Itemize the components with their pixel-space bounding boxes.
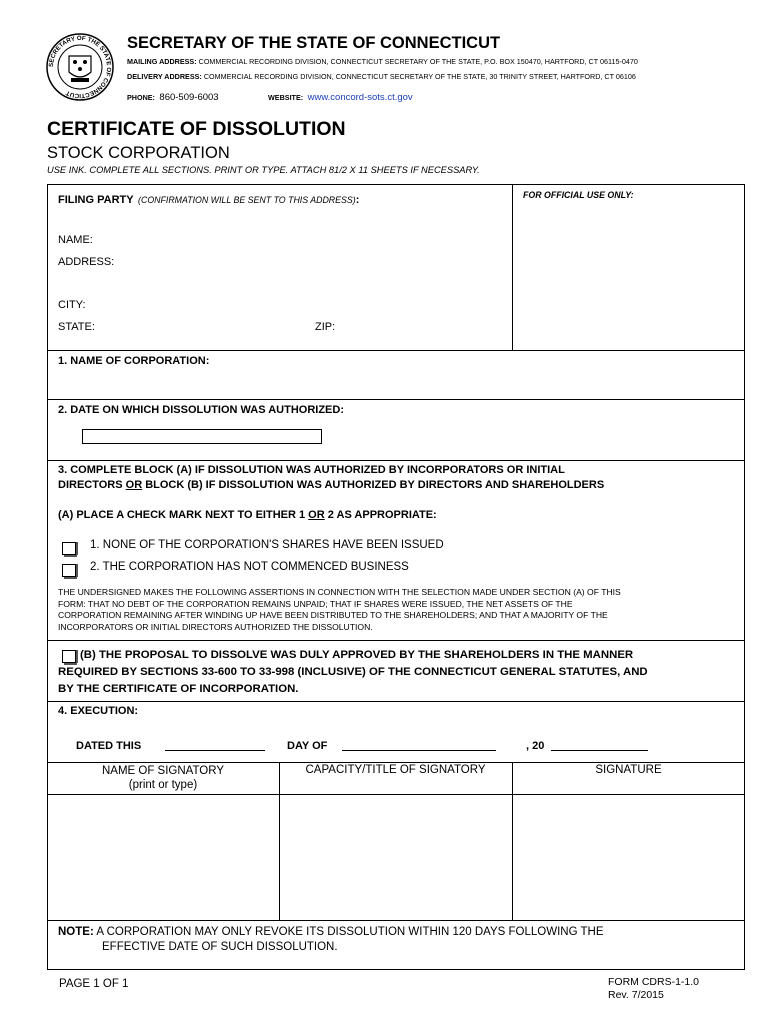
dissolution-date-field[interactable] — [82, 429, 322, 444]
assertions-text: THE UNDERSIGNED MAKES THE FOLLOWING ASSERTIONS IN CONNECTION WITH THE SELECTION MADE UNDER SECTION (A) OF THIS FORM: THAT NO DEBT OF THE CORPORATION REMAINS UNPAID; THAT IF SHARES WERE ISSUED, THE NET ASSETS OF THE CORPORATION REMAINING AFTER WINDING UP HAVE BEEN DISTRIBUTED TO THE SHAREHOLDERS; AND THAT A MAJORITY OF THE INCORPORATORS OR INITIAL DIRECTORS AUTHORIZED THE DISSOLUTION. — [58, 587, 621, 633]
phone — [127, 87, 219, 105]
delivery-address — [127, 72, 636, 81]
city-label: CITY: — [58, 299, 86, 311]
address-label: ADDRESS: — [58, 256, 115, 268]
official-use-label: FOR OFFICIAL USE ONLY: — [523, 190, 634, 200]
year-label: , 20 — [526, 740, 545, 752]
section2-label: 2. DATE ON WHICH DISSOLUTION WAS AUTHORIZED: — [58, 404, 344, 416]
filing-party-heading: FILING PARTY (CONFIRMATION WILL BE SENT TO THIS ADDRESS): — [58, 194, 360, 206]
phone-label: PHONE: — [127, 93, 155, 102]
col-name-header: NAME OF SIGNATORY (print or type) — [101, 765, 225, 791]
mailing-address — [127, 57, 638, 66]
form-subtitle: STOCK CORPORATION — [47, 144, 230, 162]
day-of-field[interactable] — [342, 750, 496, 751]
state-seal — [45, 32, 115, 102]
section3-line2: DIRECTORS OR BLOCK (B) IF DISSOLUTION WAS AUTHORIZED BY DIRECTORS AND SHAREHOLDERS — [58, 479, 605, 491]
year-field[interactable] — [551, 750, 648, 751]
form-title: CERTIFICATE OF DISSOLUTION — [47, 118, 346, 140]
form-instructions: USE INK. COMPLETE ALL SECTIONS. PRINT OR TYPE. ATTACH 81/2 X 11 SHEETS IF NECESSARY. — [47, 165, 480, 175]
header-title: SECRETARY OF THE STATE OF CONNECTICUT — [127, 34, 501, 52]
mailing-label: MAILING ADDRESS: — [127, 57, 197, 66]
filing-party-label: FILING PARTY — [58, 194, 134, 206]
section3-line1: 3. COMPLETE BLOCK (A) IF DISSOLUTION WAS AUTHORIZED BY INCORPORATORS OR INITIAL — [58, 464, 565, 476]
delivery-text: COMMERCIAL RECORDING DIVISION, CONNECTICUT SECRETARY OF THE STATE, 30 TRINITY STREET, HARTFORD, CT 06106 — [203, 72, 636, 81]
page-number: PAGE 1 OF 1 — [59, 978, 129, 990]
signatory-name-field[interactable] — [48, 795, 278, 919]
dated-this-field[interactable] — [165, 750, 265, 751]
option1-label: 1. NONE OF THE CORPORATION'S SHARES HAVE BEEN ISSUED — [90, 539, 444, 551]
day-of-label: DAY OF — [287, 740, 328, 752]
col-signature-header: SIGNATURE — [595, 764, 662, 776]
col-capacity-header: CAPACITY/TITLE OF SIGNATORY — [305, 764, 486, 776]
zip-label: ZIP: — [315, 321, 336, 333]
note-text: NOTE: A CORPORATION MAY ONLY REVOKE ITS DISSOLUTION WITHIN 120 DAYS FOLLOWING THE EFFECTIVE DATE OF SUCH DISSOLUTION. — [58, 926, 604, 953]
signatory-capacity-field[interactable] — [280, 795, 511, 919]
option1-checkbox[interactable] — [62, 542, 76, 555]
note-label: NOTE: — [58, 926, 94, 938]
form-number: FORM CDRS-1-1.0 Rev. 7/2015 — [608, 976, 700, 1001]
option2-label: 2. THE CORPORATION HAS NOT COMMENCED BUSINESS — [90, 561, 409, 573]
website-link[interactable]: www.concord-sots.ct.gov — [307, 92, 413, 103]
filing-party-note: (CONFIRMATION WILL BE SENT TO THIS ADDRESS) — [138, 195, 356, 205]
phone-number: 860-509-6003 — [159, 92, 219, 103]
mailing-text: COMMERCIAL RECORDING DIVISION, CONNECTICUT SECRETARY OF THE STATE, P.O. BOX 150470, HARTFORD, CT 06115-0470 — [198, 57, 638, 66]
delivery-label: DELIVERY ADDRESS: — [127, 72, 202, 81]
signature-field[interactable] — [513, 795, 744, 919]
block-a-heading: (A) PLACE A CHECK MARK NEXT TO EITHER 1 OR 2 AS APPROPRIATE: — [58, 509, 437, 521]
seal-text: SECRETARY OF THE STATE OF CONNECTICUT — [47, 34, 113, 100]
block-b-text: (B) THE PROPOSAL TO DISSOLVE WAS DULY APPROVED BY THE SHAREHOLDERS IN THE MANNER REQUIRED BY SECTIONS 33-600 TO 33-998 (INCLUSIVE) OF THE CONNECTICUT GENERAL STATUTES, AND BY THE CERTIFICATE OF INCORPORATION. — [58, 649, 648, 695]
website-label: WEBSITE: — [268, 93, 304, 102]
section1-label: 1. NAME OF CORPORATION: — [58, 355, 210, 367]
name-label: NAME: — [58, 234, 93, 246]
section4-label: 4. EXECUTION: — [58, 705, 139, 717]
state-label: STATE: — [58, 321, 95, 333]
option2-checkbox[interactable] — [62, 564, 76, 577]
website — [268, 87, 413, 105]
dated-this-label: DATED THIS — [76, 740, 142, 752]
